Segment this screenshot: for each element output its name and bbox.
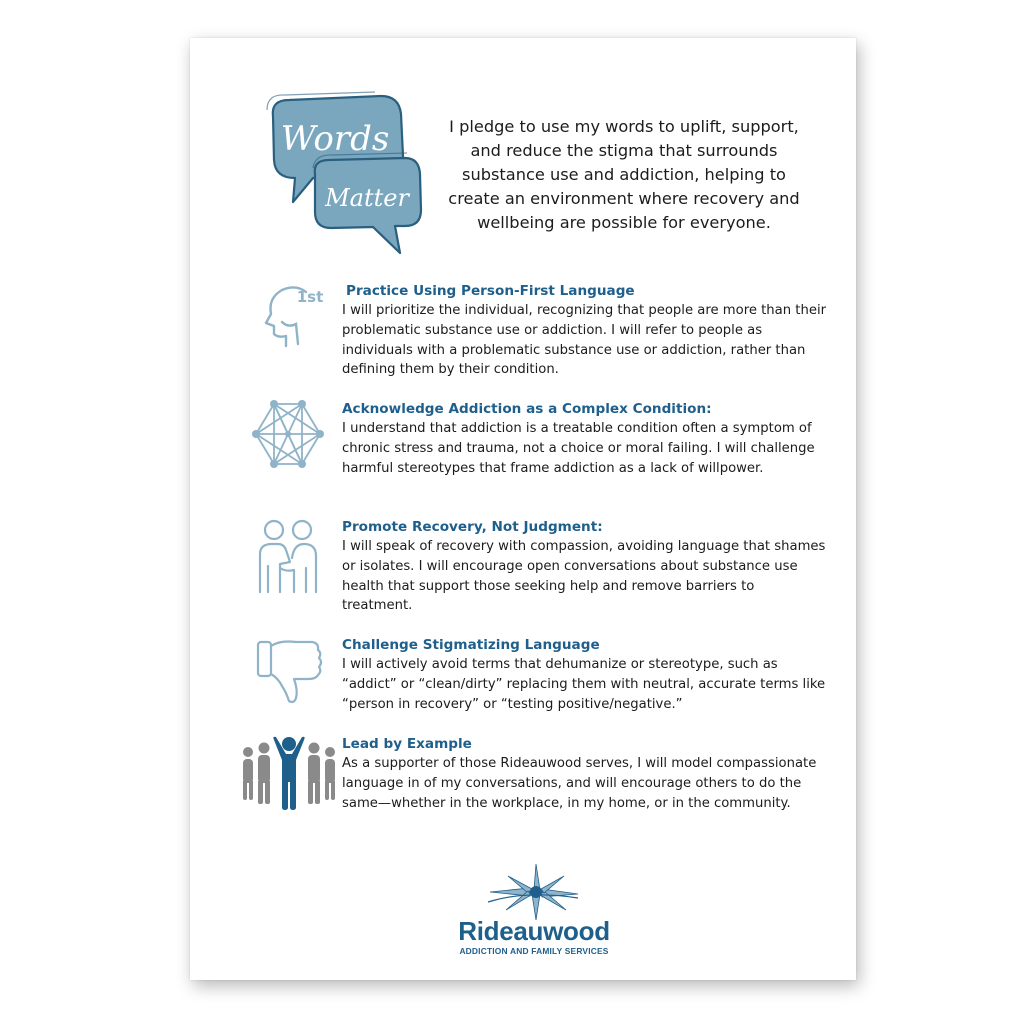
section-body: I will speak of recovery with compassion, avoiding language that shames or isolates. I will encourage open conversations about substance use health that support those seeking help and remove barriers to treatment. [342, 539, 826, 614]
section-body: I understand that addiction is a treatable condition often a symptom of chronic stress and trauma, not a choice or moral failing. I will challenge harmful stereotypes that frame addiction as a lack of willpower. [342, 421, 815, 476]
pledge-statement: I pledge to use my words to uplift, support, and reduce the stigma that surrounds substance use and addiction, helping to create an environment where recovery and wellbeing are possible for everyone. [448, 117, 800, 232]
section-title: Practice Using Person-First Language [346, 283, 635, 299]
section-title: Challenge Stigmatizing Language [342, 637, 600, 653]
section-lead-by-example [342, 735, 828, 813]
section-promote-recovery [342, 518, 828, 616]
logo-name: Rideauwood [458, 916, 610, 946]
section-body: As a supporter of those Rideauwood serves, I will model compassionate language in of my conversations, and will encourage others to do the same—whether in the workplace, in my home, or in the community. [342, 756, 817, 811]
person-first-head-icon [252, 282, 324, 350]
section-challenge-language [342, 636, 828, 714]
section-title: Promote Recovery, Not Judgment: [342, 519, 603, 535]
logo-subtitle: ADDICTION AND FAMILY SERVICES [459, 946, 609, 956]
leader-icon [240, 736, 338, 812]
network-icon [248, 398, 328, 470]
section-complex-condition [342, 400, 828, 478]
badge-word-matter: Matter [325, 184, 409, 212]
supportive-people-icon [250, 518, 326, 594]
section-body: I will prioritize the individual, recognizing that people are more than their problematic substance use or addiction. I will refer to people as individuals with a problematic substance use or addiction, rather than defining them by their condition. [342, 303, 827, 378]
compass-star-icon [486, 862, 582, 922]
speech-bubble-icon [267, 92, 421, 253]
rideauwood-logo [446, 862, 622, 962]
section-body: I will actively avoid terms that dehumanize or stereotype, such as “addict” or “clean/dirty” replacing them with neutral, accurate terms like “person in recovery” or “testing positive/negative.” [342, 657, 826, 712]
words-matter-badge [255, 88, 425, 258]
badge-word-words: Words [280, 119, 390, 159]
section-title: Lead by Example [342, 736, 472, 752]
section-title: Acknowledge Addiction as a Complex Condition: [342, 401, 712, 417]
thumbs-down-icon [252, 636, 324, 706]
first-label: 1st [296, 288, 324, 306]
section-person-first [342, 282, 828, 380]
